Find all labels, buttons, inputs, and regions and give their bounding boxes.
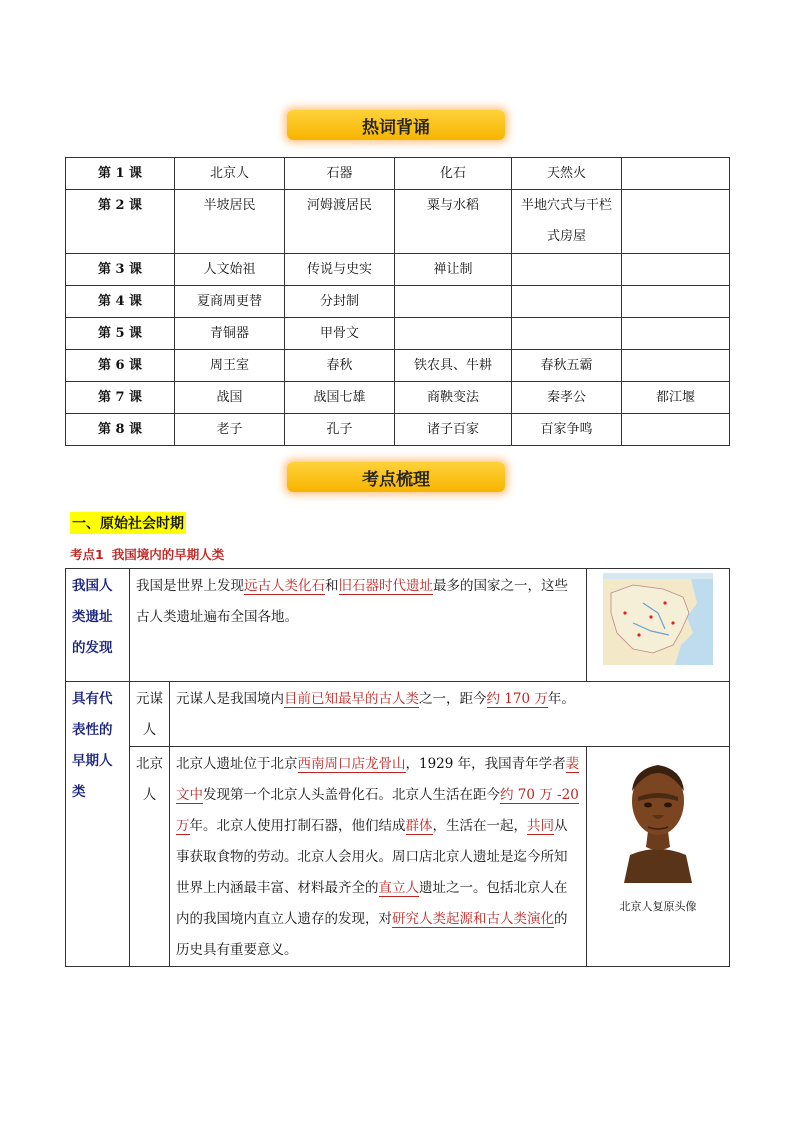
lesson-cell: 第 7 课 (66, 382, 175, 414)
table-row (66, 286, 730, 318)
term-cell (622, 190, 730, 254)
term-cell: 诸子百家 (395, 414, 512, 446)
table-row (66, 747, 730, 967)
peking-man-bust-image (606, 751, 710, 883)
table-row (66, 350, 730, 382)
term-cell: 春秋 (285, 350, 395, 382)
term-cell: 百家争鸣 (512, 414, 622, 446)
peking-man-label: 北京人 (130, 747, 170, 967)
keypoints-banner: 考点梳理 (287, 462, 505, 492)
term-cell: 老子 (175, 414, 285, 446)
keyword: 裴文中 (176, 756, 580, 803)
term-cell (395, 286, 512, 318)
keypoint-table (65, 568, 730, 967)
keyword: 约 70 万 -20 万 (176, 787, 579, 834)
discovery-text: 我国是世界上发现远古人类化石和旧石器时代遗址最多的国家之一，这些古人类遗址遍布全国各地。 (130, 569, 587, 682)
term-cell: 传说与史实 (285, 254, 395, 286)
term-cell: 石器 (285, 158, 395, 190)
lesson-cell: 第 4 课 (66, 286, 175, 318)
table-row (66, 158, 730, 190)
term-cell: 青铜器 (175, 318, 285, 350)
table-row (66, 254, 730, 286)
term-cell: 铁农具、牛耕 (395, 350, 512, 382)
term-cell (395, 318, 512, 350)
term-cell: 商鞅变法 (395, 382, 512, 414)
table-row (66, 382, 730, 414)
keyword: 直立人 (378, 880, 419, 896)
keyword: 目前已知最早的古人类 (284, 691, 419, 707)
term-cell: 夏商周更替 (175, 286, 285, 318)
peking-man-text: 北京人遗址位于北京西南周口店龙骨山，1929 年，我国青年学者裴文中发现第一个北京人头盖骨化石。北京人生活在距今约 70 万 -20 万年。北京人使用打制石器，他们结成群体，生活在一起，共同从事获取食物的劳动。北京人会用火。周口店北京人遗址是迄今所知世界上内涵最丰富、材料最齐全的直立人遗址之一。包括北京人在内的我国境内直立人遗存的发现，对研究人类起源和古人类演化的历史具有重要意义。 (170, 747, 587, 967)
vocab-table (65, 157, 730, 446)
keyword: 约 170 万 (486, 691, 548, 707)
keyword: 西南周口店龙骨山 (297, 756, 406, 772)
keypoint-label: 考点1 (70, 547, 104, 562)
table-row (66, 190, 730, 254)
term-cell: 战国 (175, 382, 285, 414)
term-cell: 天然火 (512, 158, 622, 190)
map-image-cell (587, 569, 730, 682)
yuanmou-label: 元谋人 (130, 682, 170, 747)
table-row (66, 414, 730, 446)
term-cell (512, 286, 622, 318)
term-cell: 人文始祖 (175, 254, 285, 286)
term-cell (622, 318, 730, 350)
term-cell (622, 286, 730, 318)
table-row (66, 569, 730, 682)
lesson-cell: 第 8 课 (66, 414, 175, 446)
term-cell: 战国七雄 (285, 382, 395, 414)
term-cell: 粟与水稻 (395, 190, 512, 254)
term-cell: 北京人 (175, 158, 285, 190)
lesson-cell: 第 5 课 (66, 318, 175, 350)
keyword: 远古人类化石 (244, 578, 325, 594)
term-cell: 春秋五霸 (512, 350, 622, 382)
china-map-image (603, 573, 713, 665)
keyword: 共同 (527, 818, 554, 834)
bust-image-cell (587, 747, 730, 967)
category-discovery: 我国人类遗址的发现 (66, 569, 130, 682)
lesson-cell: 第 1 课 (66, 158, 175, 190)
keyword: 研究人类起源和古人类演化 (392, 911, 554, 927)
vocab-banner: 热词背诵 (287, 110, 505, 140)
yuanmou-text: 元谋人是我国境内目前已知最早的古人类之一，距今约 170 万年。 (170, 682, 730, 747)
lesson-cell: 第 6 课 (66, 350, 175, 382)
term-cell: 河姆渡居民 (285, 190, 395, 254)
term-cell: 秦孝公 (512, 382, 622, 414)
term-cell (512, 254, 622, 286)
term-cell: 半地穴式与干栏式房屋 (512, 190, 622, 254)
term-cell: 禅让制 (395, 254, 512, 286)
section-title: 一、原始社会时期 (70, 512, 186, 534)
term-cell: 分封制 (285, 286, 395, 318)
term-cell (622, 158, 730, 190)
keyword: 旧石器时代遗址 (338, 578, 433, 594)
term-cell: 化石 (395, 158, 512, 190)
lesson-cell: 第 2 课 (66, 190, 175, 254)
category-representative: 具有代表性的早期人类 (66, 682, 130, 967)
keyword: 群体 (405, 818, 433, 834)
term-cell (512, 318, 622, 350)
term-cell: 都江堰 (622, 382, 730, 414)
term-cell (622, 350, 730, 382)
term-cell: 甲骨文 (285, 318, 395, 350)
keypoint-title (70, 545, 224, 563)
table-row (66, 318, 730, 350)
term-cell: 周王室 (175, 350, 285, 382)
lesson-cell: 第 3 课 (66, 254, 175, 286)
term-cell (622, 414, 730, 446)
table-row (66, 682, 730, 747)
keypoint-heading: 我国境内的早期人类 (111, 547, 225, 562)
term-cell: 孔子 (285, 414, 395, 446)
term-cell (622, 254, 730, 286)
bust-caption: 北京人复原头像 (619, 900, 697, 913)
term-cell: 半坡居民 (175, 190, 285, 254)
